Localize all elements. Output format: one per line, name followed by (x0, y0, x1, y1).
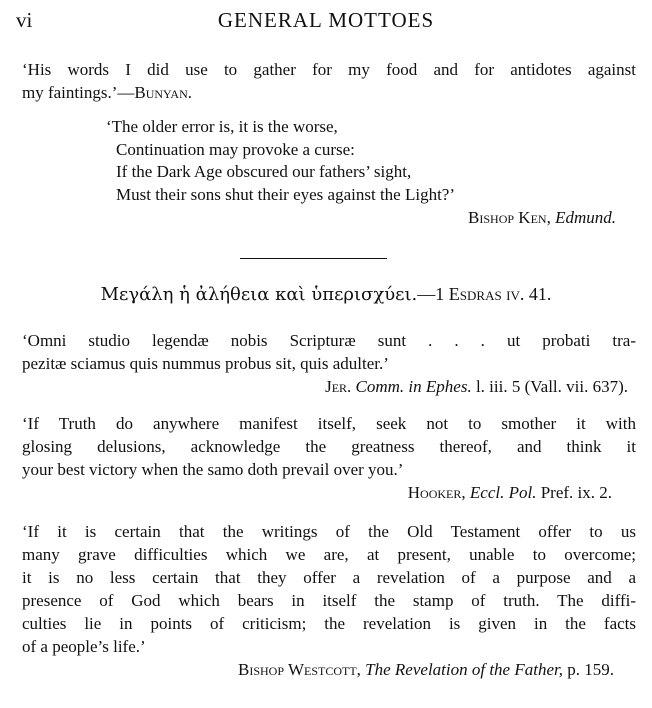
quote-line: ‘Omni studio legendæ nobis Scripturæ sunt . . . ut probati tra- (22, 331, 636, 350)
jerome-quote (22, 329, 636, 398)
attribution (22, 481, 636, 504)
quote-line: ‘If it is certain that the writings of the Old Testament offer to us (22, 522, 636, 541)
verse-line: Continuation may provoke a curse: (116, 139, 355, 159)
scripture-reference: —1 Esdras iv. 41. (417, 284, 552, 304)
quote-line: ‘If Truth do anywhere manifest itself, seek not to smother it with (22, 414, 636, 433)
attribution-work: Comm. in Ephes. (355, 377, 472, 396)
verse-line: ‘The older error is, it is the worse, (106, 117, 338, 136)
attribution-work: Eccl. Pol. (469, 483, 537, 502)
quote-line: ‘His words I did use to gather for my food and for antidotes against (22, 60, 636, 79)
quote-line: of a people’s life.’ (22, 637, 146, 656)
attribution-reference: p. 159. (567, 660, 614, 679)
ken-verse (106, 116, 616, 230)
attribution (22, 658, 636, 681)
attribution-work: Edmund. (555, 208, 616, 227)
quote-line: your best victory when the samo doth prevail over you.’ (22, 460, 404, 479)
page-title: GENERAL MOTTOES (217, 8, 435, 32)
quote-line: pezitæ sciamus quis nummus probus sit, quis adulter.’ (22, 354, 389, 373)
attribution-reference: Pref. ix. 2. (540, 483, 612, 502)
attribution-author: Hooker, (407, 483, 466, 502)
greek-motto (0, 284, 652, 305)
attribution (106, 207, 616, 230)
attribution-author: Bunyan. (134, 83, 192, 102)
quote-line: it is no less certain that they offer a revelation of a purpose and a (22, 568, 636, 587)
verse-line: If the Dark Age obscured our fathers’ sight, (116, 162, 412, 181)
page-number: vi (16, 8, 33, 32)
quote-text: my faintings.’— (22, 83, 135, 102)
quote-line: glosing delusions, acknowledge the greatness thereof, and think it (22, 437, 636, 456)
quote-line: culties lie in points of criticism; the revelation is given in the facts (22, 614, 636, 633)
attribution-author: Jer. (325, 377, 352, 396)
attribution-author: Bishop Ken, (468, 208, 551, 227)
quote-line: many grave difficulties which we are, at present, unable to overcome; (22, 545, 636, 564)
attribution-reference: l. iii. 5 (Vall. vii. 637). (475, 377, 628, 396)
greek-text: Μεγάλη ἡ ἀλήθεια καὶ ὑπερισχύει. (100, 284, 418, 305)
running-header (16, 8, 636, 34)
verse-line: Must their sons shut their eyes against the Light?’ (116, 184, 455, 204)
hooker-quote (22, 412, 636, 504)
section-divider (240, 258, 387, 259)
attribution-author: Bishop Westcott, (238, 660, 361, 679)
quote-line: presence of God which bears in itself the stamp of truth. The diffi- (22, 591, 636, 610)
attribution-work: The Revelation of the Father, (365, 660, 563, 679)
quote-line (22, 81, 636, 104)
westcott-quote (22, 520, 636, 681)
bunyan-quote (22, 58, 636, 104)
attribution (22, 375, 636, 398)
